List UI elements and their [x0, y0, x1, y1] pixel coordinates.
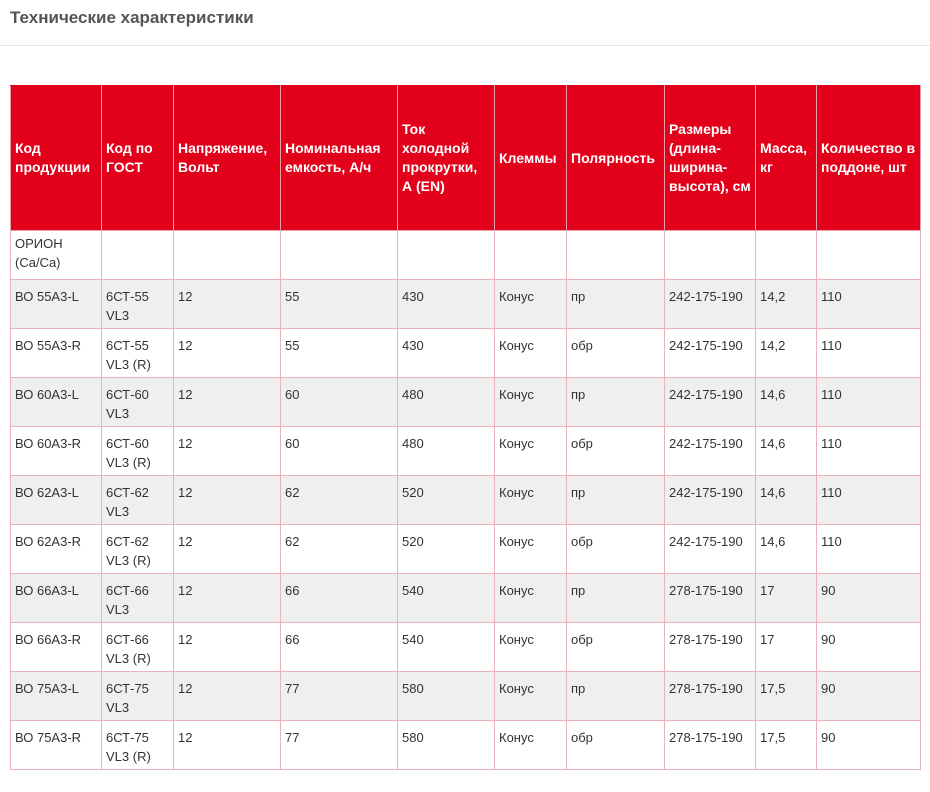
cell-cold-cranking: 480	[398, 378, 495, 427]
cell-polarity: обр	[567, 525, 665, 574]
cell-gost-code: 6СТ-66 VL3 (R)	[102, 623, 174, 672]
table-row	[11, 280, 921, 329]
cell-cold-cranking: 480	[398, 427, 495, 476]
cell-capacity: 66	[281, 574, 398, 623]
cell-voltage: 12	[174, 378, 281, 427]
cell-terminals: Конус	[495, 623, 567, 672]
table-row	[11, 672, 921, 721]
cell-mass: 14,6	[756, 378, 817, 427]
cell-voltage: 12	[174, 525, 281, 574]
cell-pallet-qty: 90	[817, 721, 921, 770]
header-dimensions: Размеры (длина-ширина-высота), см	[665, 86, 756, 231]
cell-terminals: Конус	[495, 476, 567, 525]
group-label: ОРИОН (Ca/Ca)	[11, 231, 102, 280]
cell-gost-code: 6СТ-62 VL3 (R)	[102, 525, 174, 574]
group-row	[11, 231, 921, 280]
cell-terminals: Конус	[495, 427, 567, 476]
cell-mass: 17,5	[756, 672, 817, 721]
cell-pallet-qty: 110	[817, 476, 921, 525]
cell-cold-cranking: 580	[398, 672, 495, 721]
cell-capacity: 62	[281, 476, 398, 525]
table-cell	[567, 231, 665, 280]
cell-product-code: ВО 66А3-L	[11, 574, 102, 623]
cell-voltage: 12	[174, 721, 281, 770]
cell-cold-cranking: 430	[398, 329, 495, 378]
cell-dimensions: 242-175-190	[665, 525, 756, 574]
cell-polarity: обр	[567, 623, 665, 672]
header-cold-cranking: Ток холодной прокрутки, А (EN)	[398, 86, 495, 231]
page-title: Технические характеристики	[10, 8, 254, 27]
table-row	[11, 623, 921, 672]
cell-mass: 14,6	[756, 476, 817, 525]
cell-product-code: ВО 62А3-R	[11, 525, 102, 574]
cell-polarity: пр	[567, 476, 665, 525]
cell-voltage: 12	[174, 574, 281, 623]
cell-dimensions: 278-175-190	[665, 672, 756, 721]
table-row	[11, 525, 921, 574]
cell-mass: 14,6	[756, 525, 817, 574]
table-cell	[665, 231, 756, 280]
cell-product-code: ВО 62А3-L	[11, 476, 102, 525]
cell-mass: 14,2	[756, 280, 817, 329]
header-row	[11, 86, 921, 231]
cell-gost-code: 6СТ-66 VL3	[102, 574, 174, 623]
cell-capacity: 66	[281, 623, 398, 672]
cell-gost-code: 6СТ-55 VL3 (R)	[102, 329, 174, 378]
table-cell	[398, 231, 495, 280]
cell-cold-cranking: 430	[398, 280, 495, 329]
header-gost-code: Код по ГОСТ	[102, 86, 174, 231]
page-header	[0, 0, 930, 46]
cell-cold-cranking: 520	[398, 476, 495, 525]
cell-capacity: 77	[281, 672, 398, 721]
cell-capacity: 55	[281, 280, 398, 329]
cell-terminals: Конус	[495, 574, 567, 623]
header-polarity: Полярность	[567, 86, 665, 231]
cell-voltage: 12	[174, 280, 281, 329]
cell-terminals: Конус	[495, 280, 567, 329]
cell-mass: 17	[756, 623, 817, 672]
cell-gost-code: 6СТ-75 VL3	[102, 672, 174, 721]
cell-terminals: Конус	[495, 672, 567, 721]
table-cell	[281, 231, 398, 280]
cell-dimensions: 242-175-190	[665, 427, 756, 476]
table-row	[11, 329, 921, 378]
cell-pallet-qty: 90	[817, 623, 921, 672]
cell-dimensions: 278-175-190	[665, 721, 756, 770]
header-capacity: Номинальная емкость, А/ч	[281, 86, 398, 231]
table-row	[11, 476, 921, 525]
cell-gost-code: 6СТ-60 VL3 (R)	[102, 427, 174, 476]
cell-capacity: 77	[281, 721, 398, 770]
cell-pallet-qty: 110	[817, 378, 921, 427]
cell-cold-cranking: 520	[398, 525, 495, 574]
cell-voltage: 12	[174, 672, 281, 721]
cell-product-code: ВО 60А3-R	[11, 427, 102, 476]
cell-polarity: пр	[567, 378, 665, 427]
cell-product-code: ВО 60А3-L	[11, 378, 102, 427]
cell-voltage: 12	[174, 623, 281, 672]
table-body	[11, 231, 921, 770]
table-cell	[756, 231, 817, 280]
cell-dimensions: 242-175-190	[665, 378, 756, 427]
table-row	[11, 721, 921, 770]
cell-cold-cranking: 580	[398, 721, 495, 770]
cell-pallet-qty: 110	[817, 427, 921, 476]
cell-product-code: ВО 66А3-R	[11, 623, 102, 672]
cell-gost-code: 6СТ-60 VL3	[102, 378, 174, 427]
header-voltage: Напряжение, Вольт	[174, 86, 281, 231]
cell-terminals: Конус	[495, 721, 567, 770]
cell-cold-cranking: 540	[398, 574, 495, 623]
table-cell	[495, 231, 567, 280]
cell-pallet-qty: 90	[817, 672, 921, 721]
header-mass: Масса, кг	[756, 86, 817, 231]
cell-polarity: обр	[567, 721, 665, 770]
cell-capacity: 55	[281, 329, 398, 378]
cell-pallet-qty: 110	[817, 525, 921, 574]
cell-mass: 14,6	[756, 427, 817, 476]
cell-pallet-qty: 90	[817, 574, 921, 623]
cell-mass: 17,5	[756, 721, 817, 770]
header-product-code: Код продукции	[11, 86, 102, 231]
cell-product-code: ВО 55А3-R	[11, 329, 102, 378]
cell-dimensions: 278-175-190	[665, 574, 756, 623]
header-terminals: Клеммы	[495, 86, 567, 231]
table-header	[11, 86, 921, 231]
table-row	[11, 378, 921, 427]
cell-capacity: 60	[281, 378, 398, 427]
header-pallet-qty: Количество в поддоне, шт	[817, 86, 921, 231]
cell-pallet-qty: 110	[817, 280, 921, 329]
cell-gost-code: 6СТ-62 VL3	[102, 476, 174, 525]
cell-cold-cranking: 540	[398, 623, 495, 672]
table-row	[11, 574, 921, 623]
table-row	[11, 427, 921, 476]
cell-terminals: Конус	[495, 525, 567, 574]
cell-polarity: обр	[567, 329, 665, 378]
cell-voltage: 12	[174, 476, 281, 525]
cell-dimensions: 242-175-190	[665, 476, 756, 525]
cell-mass: 14,2	[756, 329, 817, 378]
cell-polarity: пр	[567, 574, 665, 623]
cell-capacity: 62	[281, 525, 398, 574]
table-cell	[174, 231, 281, 280]
cell-mass: 17	[756, 574, 817, 623]
cell-product-code: ВО 55А3-L	[11, 280, 102, 329]
cell-terminals: Конус	[495, 329, 567, 378]
cell-polarity: пр	[567, 280, 665, 329]
cell-dimensions: 278-175-190	[665, 623, 756, 672]
cell-dimensions: 242-175-190	[665, 329, 756, 378]
cell-terminals: Конус	[495, 378, 567, 427]
cell-product-code: ВО 75А3-L	[11, 672, 102, 721]
cell-voltage: 12	[174, 329, 281, 378]
cell-product-code: ВО 75А3-R	[11, 721, 102, 770]
cell-polarity: обр	[567, 427, 665, 476]
specs-table	[10, 85, 921, 770]
cell-dimensions: 242-175-190	[665, 280, 756, 329]
cell-gost-code: 6СТ-55 VL3	[102, 280, 174, 329]
cell-capacity: 60	[281, 427, 398, 476]
table-cell	[817, 231, 921, 280]
cell-pallet-qty: 110	[817, 329, 921, 378]
cell-gost-code: 6СТ-75 VL3 (R)	[102, 721, 174, 770]
cell-voltage: 12	[174, 427, 281, 476]
cell-polarity: пр	[567, 672, 665, 721]
table-cell	[102, 231, 174, 280]
